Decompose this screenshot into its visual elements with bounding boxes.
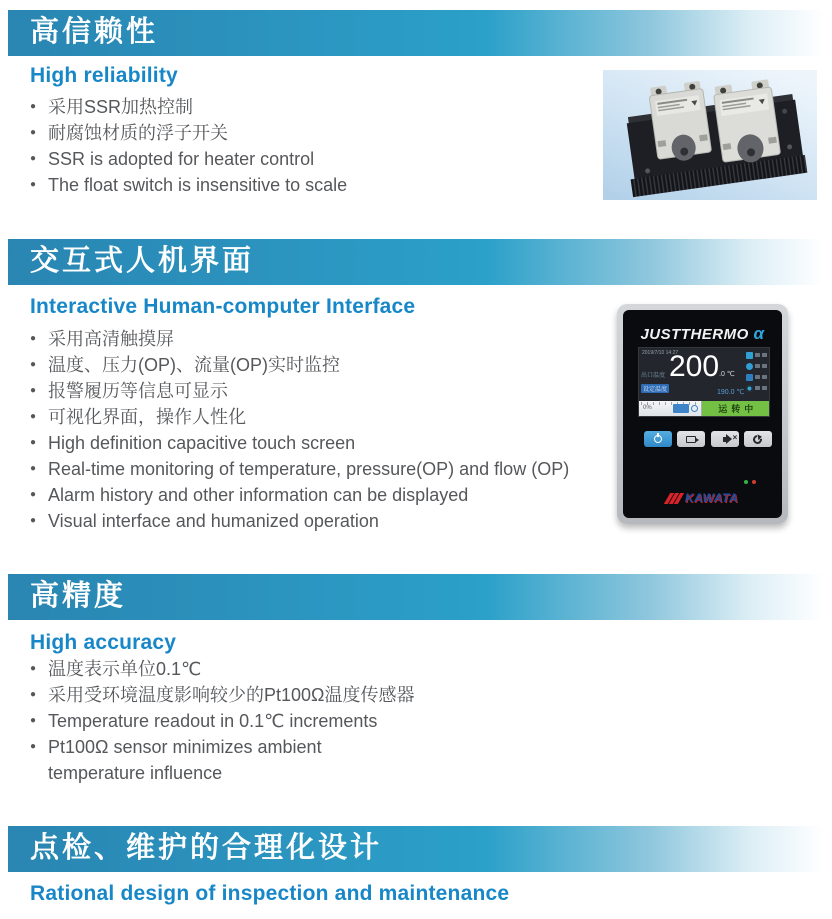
ssr-relay-photo — [603, 70, 817, 200]
output-percent: 0% — [643, 405, 652, 411]
controller-photo — [617, 304, 788, 524]
bullet-item: ● 采用SSR加热控制 — [30, 94, 347, 120]
bullet-item: ● The float switch is insensitive to scale — [30, 172, 347, 198]
output-gauge — [639, 401, 702, 416]
screen-menu-row — [746, 384, 767, 392]
brand-alpha: α — [753, 324, 765, 343]
bullet-item: ● High definition capacitive touch screen — [30, 430, 569, 456]
section-title-cn: 点检、维护的合理化设计 — [30, 831, 383, 864]
bullet-item: ● Alarm history and other information can be displayed — [30, 482, 569, 508]
bullet-item-continuation: temperature influence — [48, 763, 223, 783]
bullet-item: ● Pt100Ω sensor minimizes ambient — [30, 734, 415, 760]
bullet-list-reliability — [30, 94, 347, 198]
screen-status-bar — [639, 401, 769, 416]
bullet-list-interface — [30, 326, 569, 534]
tools-icon — [746, 374, 753, 381]
section-title-cn: 高信赖性 — [30, 15, 159, 48]
mute-button — [711, 431, 739, 447]
run-status-banner: 运转中 — [702, 401, 769, 416]
brand-name: JUSTTHERMO — [640, 326, 749, 343]
touch-screen — [638, 347, 770, 417]
logo-text: KAWATA — [684, 491, 739, 505]
screen-datetime: 2019/7/10 14:27 — [642, 350, 679, 356]
bullet-item: ● Visual interface and humanized operation — [30, 508, 569, 534]
status-leds — [744, 480, 756, 484]
clock-icon — [746, 363, 753, 370]
device-button-row — [644, 431, 772, 447]
section-subtitle-en: Interactive Human-computer Interface — [30, 295, 416, 318]
bullet-item: ● 温度表示单位0.1℃ — [30, 656, 415, 682]
section-header-accuracy — [8, 574, 832, 620]
screen-menu-row — [746, 362, 767, 370]
section-header-reliability — [8, 10, 832, 56]
section-header-maintenance — [8, 826, 832, 872]
red-led — [752, 480, 756, 484]
bullet-item: ● Real-time monitoring of temperature, pressure(OP) and flow (OP) — [30, 456, 569, 482]
logo-stripes-icon — [667, 493, 682, 504]
green-led — [744, 480, 748, 484]
section-subtitle-en: High accuracy — [30, 631, 177, 654]
bullet-item: ● 采用受环境温度影响较少的Pt100Ω温度传感器 — [30, 682, 415, 708]
power-button — [644, 431, 672, 447]
outlet-temp-label: 出口温度 — [641, 373, 666, 379]
section-title-cn: 交互式人机界面 — [30, 244, 255, 277]
section-subtitle-en: Rational design of inspection and maintenance — [30, 882, 510, 905]
bullet-item: ● 报警履历等信息可显示 — [30, 378, 569, 404]
bullet-item: ● 耐腐蚀材质的浮子开关 — [30, 120, 347, 146]
bullet-item: ● SSR is adopted for heater control — [30, 146, 347, 172]
mute-speaker-icon — [723, 437, 727, 442]
gauge-chip — [673, 404, 689, 413]
display-icon — [686, 436, 696, 443]
screen-menu-icons — [746, 351, 767, 392]
controller-front-panel — [623, 310, 782, 518]
section-title-cn: 高精度 — [30, 579, 127, 612]
main-temperature-unit: .0 ℃ — [719, 371, 735, 378]
power-icon — [654, 435, 662, 443]
main-temperature-value: 200.0 ℃ — [669, 350, 735, 383]
section-header-interface — [8, 239, 832, 285]
ssr-relay-illustration — [603, 70, 817, 200]
reset-button — [744, 431, 772, 447]
bullet-item: ● 采用高清触摸屏 — [30, 326, 569, 352]
bullet-list-accuracy — [30, 656, 415, 786]
refresh-icon — [752, 433, 765, 446]
set-temp-label: 设定温度 — [641, 384, 669, 393]
bullet-item: ● 可视化界面，操作人性化 — [30, 404, 569, 430]
bullet-item: ● 温度、压力(OP)、流量(OP)实时监控 — [30, 352, 569, 378]
gauge-dot-icon — [691, 405, 698, 412]
set-temperature-value: 190.0 ℃ — [717, 389, 745, 396]
bullet-item: ● Temperature readout in 0.1℃ increments — [30, 708, 415, 734]
section-subtitle-en: High reliability — [30, 64, 178, 87]
grid-icon — [746, 352, 753, 359]
brand-logo — [623, 324, 782, 344]
gear-icon — [746, 385, 753, 392]
screen-menu-row — [746, 351, 767, 359]
screen-menu-row — [746, 373, 767, 381]
display-button — [677, 431, 705, 447]
kawata-logo — [623, 491, 782, 505]
